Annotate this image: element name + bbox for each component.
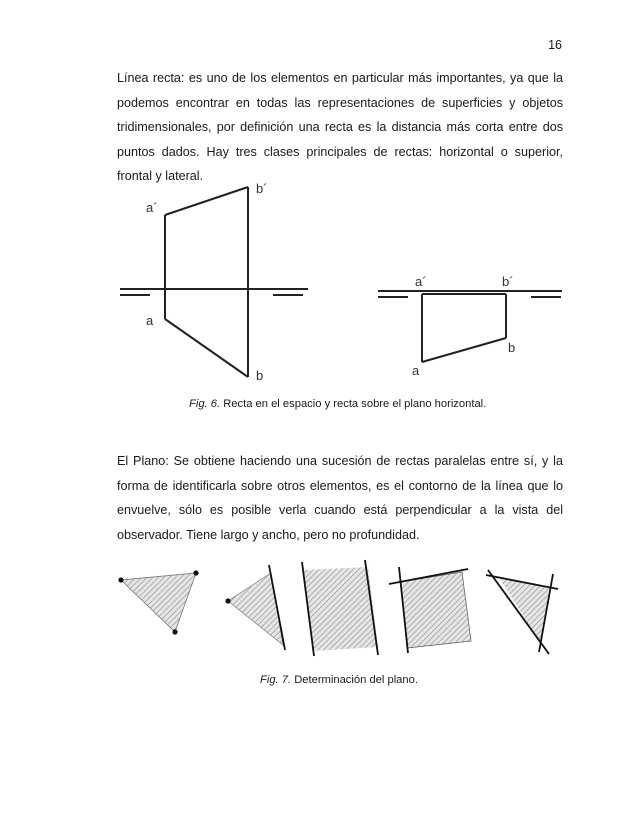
- fig6-label-b-right: b: [508, 340, 516, 355]
- fig6-right-line-ab: [422, 338, 506, 362]
- figure-7-caption: [260, 674, 418, 686]
- fig7-point-and-line: [225, 565, 285, 650]
- figure-6-caption: [189, 398, 486, 410]
- fig7-parallel-lines: [302, 560, 378, 656]
- fig6-label-b-left: b: [256, 368, 264, 383]
- fig6-label-a-prime-right: a´: [415, 274, 427, 289]
- figure-7-caption-prefix: Fig. 7.: [260, 674, 292, 686]
- fig6-label-b-prime-left: b´: [256, 181, 268, 196]
- page-number: 16: [548, 38, 562, 52]
- fig6-label-b-prime-right: b´: [502, 274, 514, 289]
- paragraph-linea-recta: Línea recta: es uno de los elementos en particular más importantes, ya que la podemos encontrar en todas las representaciones de superficies y objetos tridimensionales, por definición una recta es la distancia más corta entre dos puntos dados. Hay tres clases principales de rectas: horizontal o superior, frontal y lateral.: [117, 71, 563, 183]
- fig6-left-line-ab: [165, 319, 248, 377]
- fig6-label-a-right: a: [412, 363, 420, 378]
- fig7-three-points: [118, 570, 198, 634]
- fig6-label-a-prime-left: a´: [146, 200, 158, 215]
- figure-6-caption-text: Recta en el espacio y recta sobre el plano horizontal.: [220, 398, 487, 410]
- fig6-left-line-ab-prime: [165, 187, 248, 215]
- figure-7-caption-text: Determinación del plano.: [291, 674, 418, 686]
- fig7-intersecting-lines: [389, 567, 471, 653]
- fig6-label-a-left: a: [146, 313, 154, 328]
- figure-6-caption-prefix: Fig. 6.: [189, 398, 221, 410]
- fig6-left-diagram: [120, 187, 308, 377]
- fig6-right-diagram: [378, 291, 562, 362]
- fig7-line-and-crossing: [486, 570, 558, 654]
- paragraph-el-plano: El Plano: Se obtiene haciendo una sucesión de rectas paralelas entre sí, y la forma de identificarla sobre otros elementos, es el contorno de la línea que lo envuelve, sólo es posible verla cuando está perpendicular a la vista del observador. Tiene largo y ancho, pero no profundidad.: [117, 454, 563, 542]
